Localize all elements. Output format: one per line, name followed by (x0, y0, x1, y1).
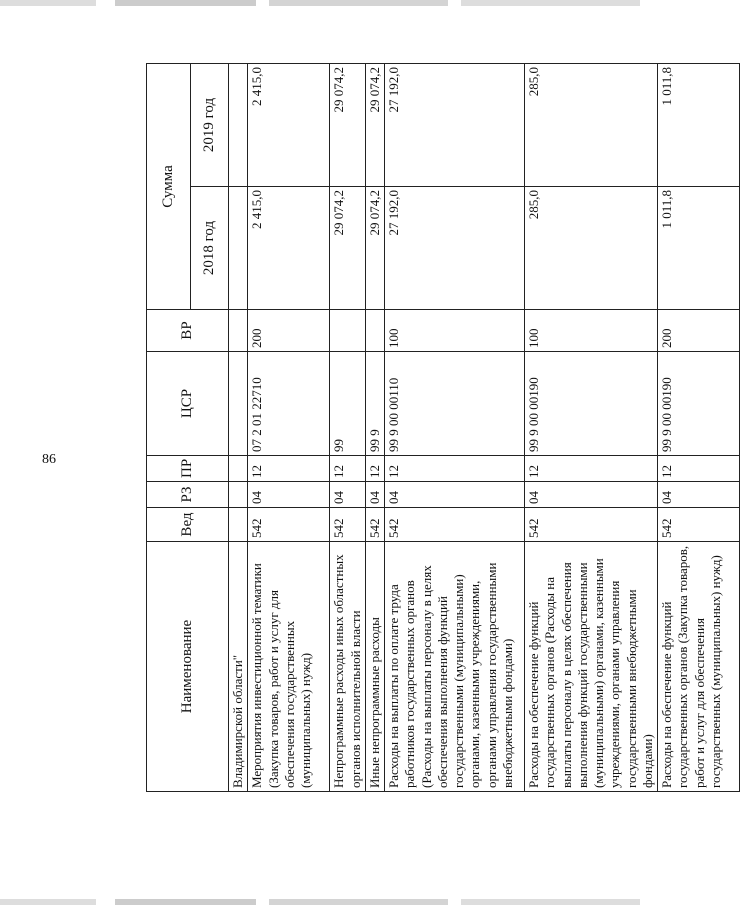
cell-y2019: 29 074,2 (365, 63, 384, 186)
rotated-page (146, 64, 723, 792)
cell-vr: 100 (385, 310, 525, 352)
cell-name: Непрограммные расходы иных областных органов исполнительной власти (330, 542, 366, 792)
table-row (229, 63, 248, 791)
cell-pr: 12 (330, 456, 366, 482)
cell-csr: 99 9 (365, 352, 384, 456)
cell-vr: 200 (248, 310, 330, 352)
table-row (330, 63, 366, 791)
cell-rz: 04 (525, 482, 658, 508)
cell-y2018: 2 415,0 (248, 187, 330, 310)
table-row (365, 63, 384, 791)
cell-name: Расходы на выплаты по оплате труда работников государственных органов (Расходы на выплаты персоналу в целях обеспечения выполнения функций государственными (муниципальными) органами, казенными учреждениями, органами управления государственными внебюджетными фондами) (385, 542, 525, 792)
header-vr: ВР (147, 310, 229, 352)
cell-vr (330, 310, 366, 352)
cell-csr: 99 9 00 00190 (658, 352, 740, 456)
budget-table (146, 63, 740, 792)
cell-name: Расходы на обеспечение функций государственных органов (Расходы на выплаты персоналу в целях обеспечения выполнения функций государственными (муниципальными) органами, казенными учреждениями, органами управления государственными внебюджетными фондами) (525, 542, 658, 792)
cell-pr: 12 (525, 456, 658, 482)
cell-vr: 100 (525, 310, 658, 352)
table-row (385, 63, 525, 791)
cell-ved: 542 (658, 508, 740, 542)
cell-rz: 04 (658, 482, 740, 508)
cell-y2019: 285,0 (525, 63, 658, 186)
header-sum: Сумма (147, 63, 191, 309)
cell-pr: 12 (385, 456, 525, 482)
cell-ved: 542 (365, 508, 384, 542)
cell-y2019: 29 074,2 (330, 63, 366, 186)
cell-vr (365, 310, 384, 352)
cell-name: Мероприятия инвестиционной тематики (Закупка товаров, работ и услуг для обеспечения государственных (муниципальных) нужд) (248, 542, 330, 792)
cell-y2019 (229, 63, 248, 186)
page-number: 86 (42, 452, 56, 467)
cell-y2019: 27 192,0 (385, 63, 525, 186)
header-rz: РЗ (147, 482, 229, 508)
cell-rz: 04 (330, 482, 366, 508)
cell-y2019: 1 011,8 (658, 63, 740, 186)
header-2019: 2019 год (191, 63, 229, 186)
cell-csr: 99 9 00 00110 (385, 352, 525, 456)
cell-name: Расходы на обеспечение функций государственных органов (Закупка товаров, работ и услуг для обеспечения государственных (муниципальных) нужд) (658, 542, 740, 792)
cell-ved: 542 (248, 508, 330, 542)
cell-pr (229, 456, 248, 482)
cell-rz: 04 (365, 482, 384, 508)
cell-ved: 542 (525, 508, 658, 542)
cell-csr: 99 (330, 352, 366, 456)
cell-y2019: 2 415,0 (248, 63, 330, 186)
cell-csr (229, 352, 248, 456)
cell-y2018: 285,0 (525, 187, 658, 310)
table-row (658, 63, 740, 791)
cell-y2018: 27 192,0 (385, 187, 525, 310)
cell-rz (229, 482, 248, 508)
cell-vr: 200 (658, 310, 740, 352)
table-row (248, 63, 330, 791)
cell-csr: 99 9 00 00190 (525, 352, 658, 456)
cell-csr: 07 2 01 22710 (248, 352, 330, 456)
table-row (525, 63, 658, 791)
header-csr: ЦСР (147, 352, 229, 456)
cell-rz: 04 (248, 482, 330, 508)
header-2018: 2018 год (191, 187, 229, 310)
cell-name: Иные непрограммные расходы (365, 542, 384, 792)
cell-vr (229, 310, 248, 352)
header-ved: Вед (147, 508, 229, 542)
cell-y2018: 1 011,8 (658, 187, 740, 310)
cell-ved: 542 (330, 508, 366, 542)
cell-rz: 04 (385, 482, 525, 508)
cell-name: Владимирской области" (229, 542, 248, 792)
header-name: Наименование (147, 542, 229, 792)
cell-pr: 12 (248, 456, 330, 482)
header-pr: ПР (147, 456, 229, 482)
cell-pr: 12 (658, 456, 740, 482)
cell-y2018: 29 074,2 (330, 187, 366, 310)
cell-ved (229, 508, 248, 542)
cell-y2018: 29 074,2 (365, 187, 384, 310)
cell-pr: 12 (365, 456, 384, 482)
cell-ved: 542 (385, 508, 525, 542)
cell-y2018 (229, 187, 248, 310)
